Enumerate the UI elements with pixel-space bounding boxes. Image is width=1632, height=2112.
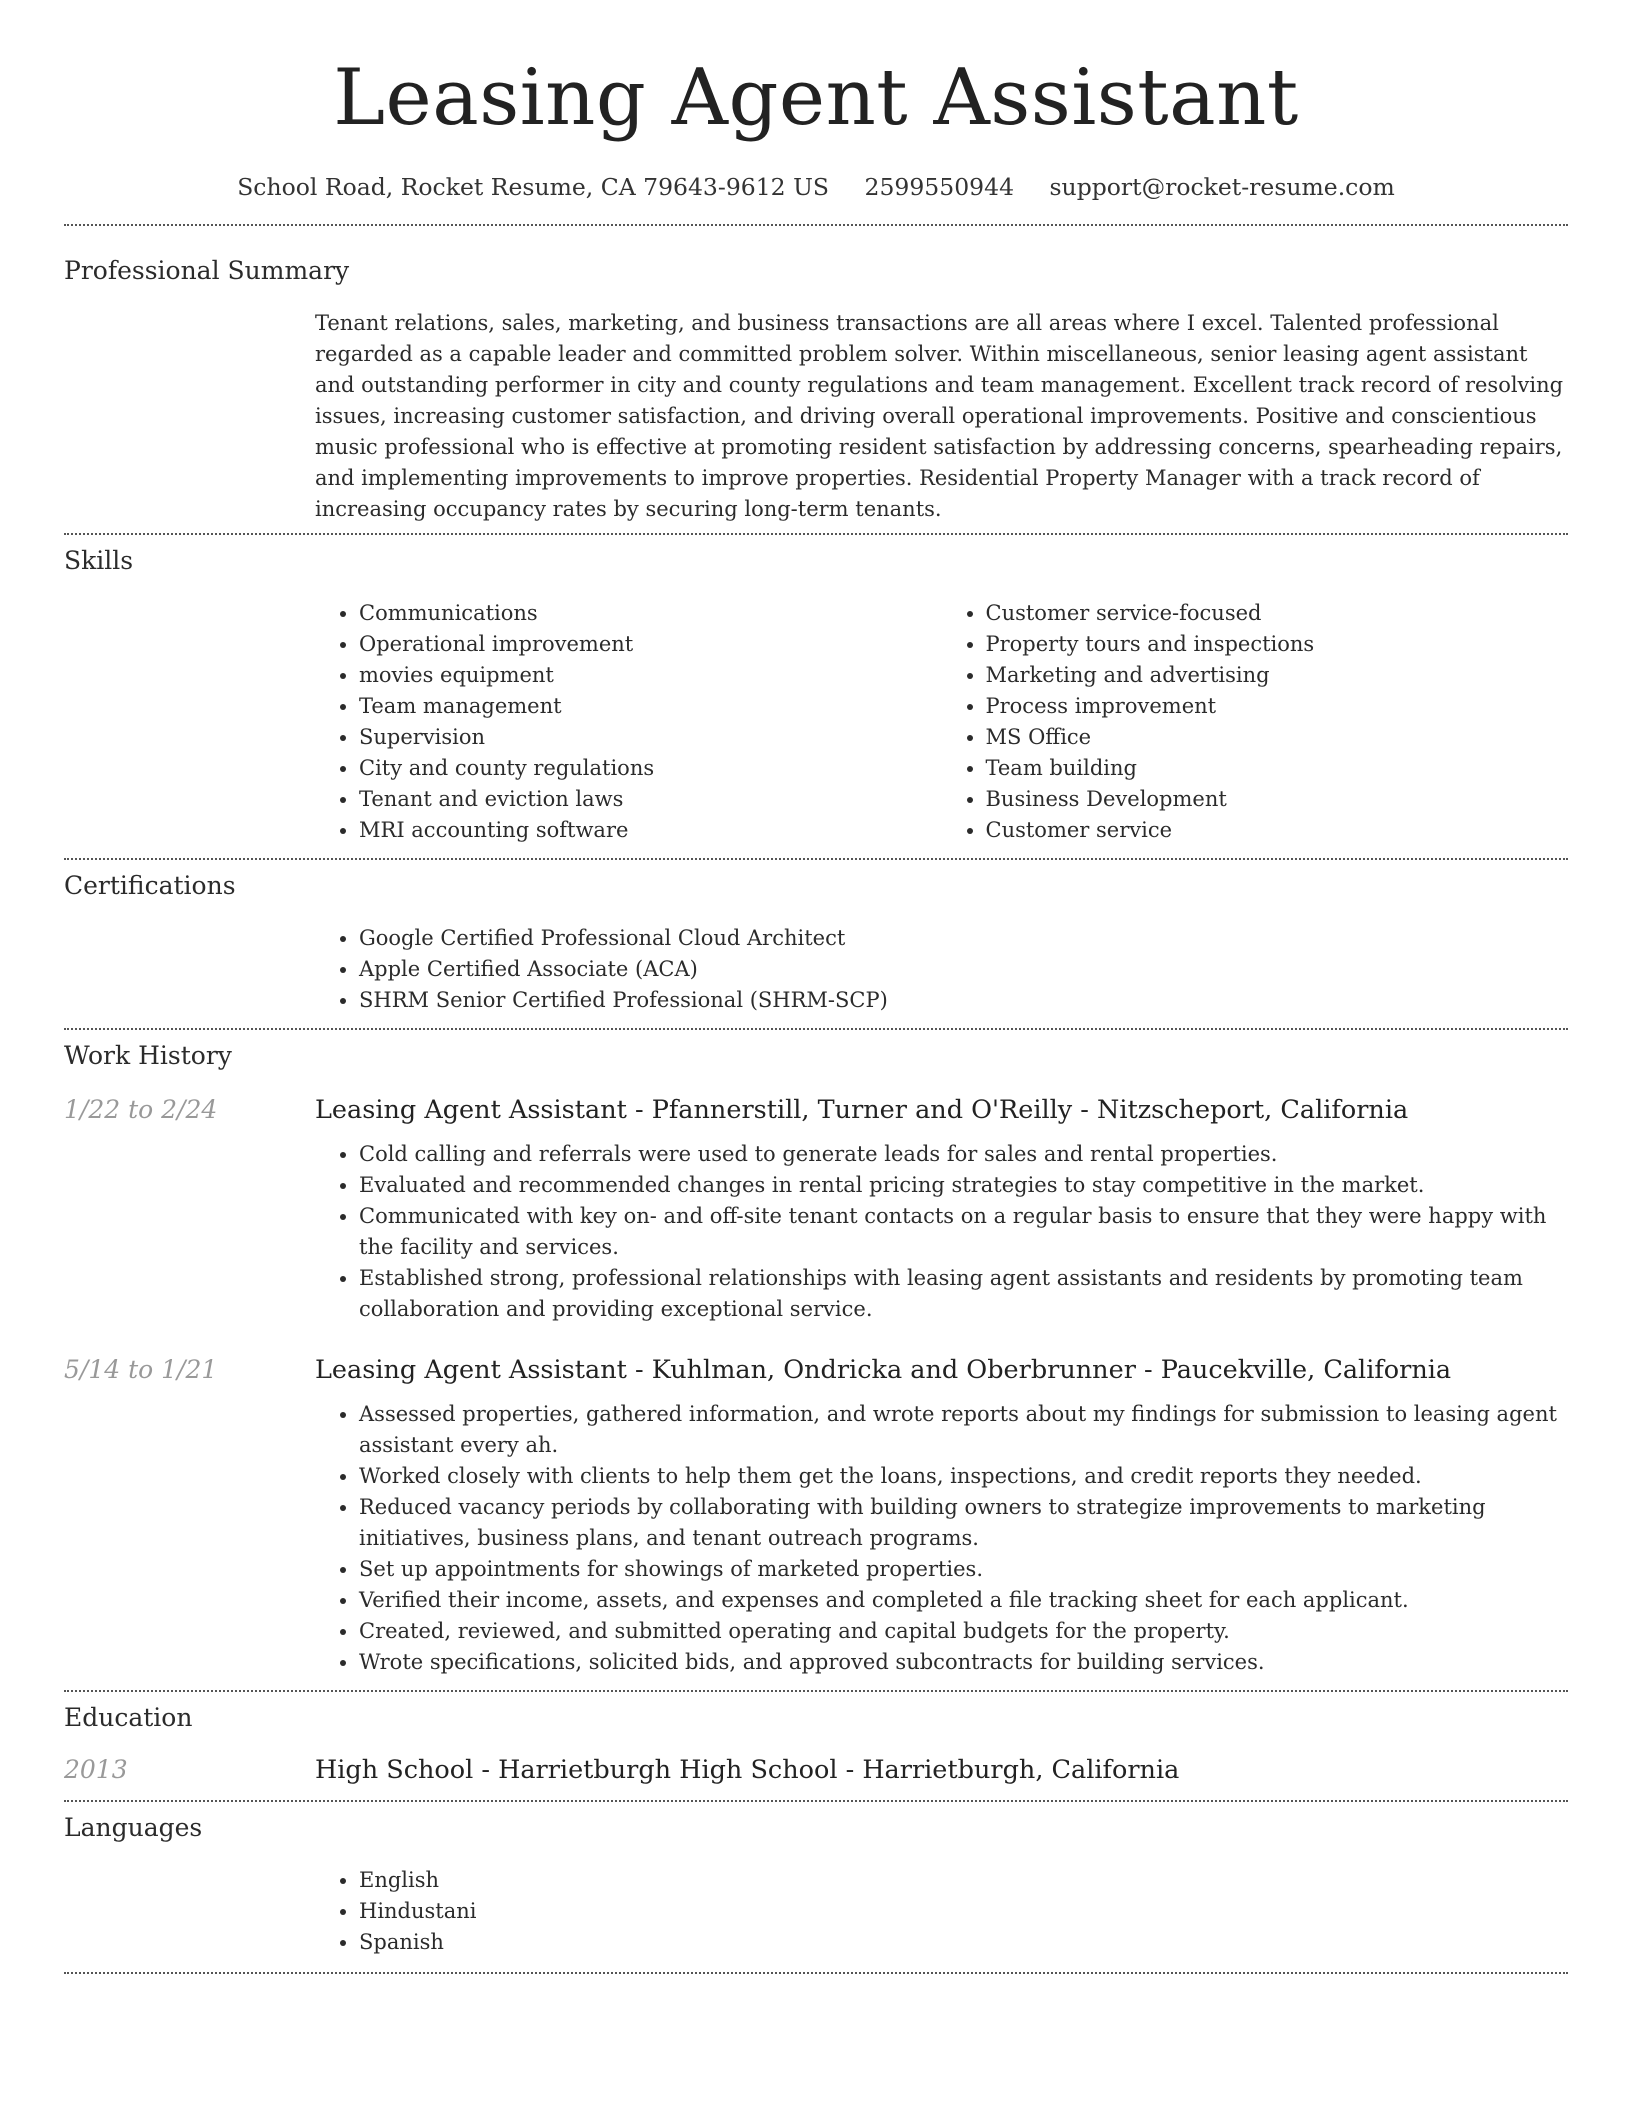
list-item: • MRI accounting software <box>359 815 942 846</box>
education-entry <box>64 1755 1568 1785</box>
list-item: • Property tours and inspections <box>986 629 1569 660</box>
list-item: • Wrote specifications, solicited bids, and approved subcontracts for building services. <box>359 1647 1568 1678</box>
list-item: • Team management <box>359 691 942 722</box>
email: support@rocket-resume.com <box>1049 173 1395 201</box>
list-item: • Process improvement <box>986 691 1569 722</box>
section-divider <box>64 1972 1568 1974</box>
section-divider <box>64 1690 1568 1692</box>
section-divider <box>64 1028 1568 1030</box>
summary-text: Tenant relations, sales, marketing, and business transactions are all areas where I excel. Talented professional regarded as a capable leader and committed problem solver. Within miscellaneous, senior leasing agent assistant and outstanding performer in city and county regulations and team management. Excellent track record of resolving issues, increasing customer satisfaction, and driving overall operational improvements. Positive and conscientious music professional who is effective at promoting resident satisfaction by addressing concerns, spearheading repairs, and implementing improvements to improve properties. Residential Property Manager with a track record of increasing occupancy rates by securing long-term tenants. <box>315 311 1564 521</box>
list-item: • Customer service <box>986 815 1569 846</box>
list-item: • Marketing and advertising <box>986 660 1569 691</box>
list-item: • Reduced vacancy periods by collaborating with building owners to strategize improvements to marketing initiatives, business plans, and tenant outreach programs. <box>359 1492 1568 1554</box>
list-item: • SHRM Senior Certified Professional (SHRM-SCP) <box>359 985 1568 1016</box>
job-1-bullets <box>315 1139 1568 1325</box>
skills-column-right <box>942 598 1569 846</box>
section-title-certifications: Certifications <box>64 871 236 900</box>
job-heading: Leasing Agent Assistant - Pfannerstill, Turner and O'Reilly - Nitzscheport, California <box>315 1095 1409 1125</box>
list-item: • MS Office <box>986 722 1569 753</box>
list-item: • Operational improvement <box>359 629 942 660</box>
list-item: • Cold calling and referrals were used to generate leads for sales and rental properties. <box>359 1139 1568 1170</box>
list-item: • Apple Certified Associate (ACA) <box>359 954 1568 985</box>
list-item: • Verified their income, assets, and expenses and completed a file tracking sheet for each applicant. <box>359 1585 1568 1616</box>
address: School Road, Rocket Resume, CA 79643-9612 US <box>237 173 830 201</box>
education-year: 2013 <box>64 1755 128 1784</box>
list-item: • Team building <box>986 753 1569 784</box>
list-item: • Business Development <box>986 784 1569 815</box>
job-dates: 1/22 to 2/24 <box>64 1095 218 1124</box>
list-item: • Communicated with key on- and off-site tenant contacts on a regular basis to ensure that they were happy with the facility and services. <box>359 1201 1568 1263</box>
list-item: • English <box>359 1865 1568 1896</box>
resume-page <box>64 0 1568 1974</box>
list-item: • Worked closely with clients to help them get the loans, inspections, and credit reports they needed. <box>359 1461 1568 1492</box>
skills-column-left <box>315 598 942 846</box>
list-item: • Tenant and eviction laws <box>359 784 942 815</box>
list-item: • Hindustani <box>359 1896 1568 1927</box>
list-item: • movies equipment <box>359 660 942 691</box>
list-item: • Spanish <box>359 1927 1568 1958</box>
phone: 2599550944 <box>864 173 1015 201</box>
section-title-work-history: Work History <box>64 1041 232 1070</box>
job-2-bullets <box>315 1399 1568 1678</box>
job-heading: Leasing Agent Assistant - Kuhlman, Ondricka and Oberbrunner - Paucekville, California <box>315 1355 1452 1385</box>
job-dates: 5/14 to 1/21 <box>64 1355 218 1384</box>
section-title-skills: Skills <box>64 546 134 575</box>
list-item: • Created, reviewed, and submitted operating and capital budgets for the property. <box>359 1616 1568 1647</box>
list-item: • Assessed properties, gathered information, and wrote reports about my findings for submission to leasing agent assistant every ah. <box>359 1399 1568 1461</box>
candidate-name: Leasing Agent Assistant <box>333 53 1299 143</box>
list-item: • City and county regulations <box>359 753 942 784</box>
list-item: • Supervision <box>359 722 942 753</box>
list-item: • Google Certified Professional Cloud Architect <box>359 923 1568 954</box>
section-divider <box>64 533 1568 535</box>
education-heading: High School - Harrietburgh High School - Harrietburgh, California <box>315 1755 1180 1785</box>
section-title-education: Education <box>64 1703 193 1732</box>
section-title-summary: Professional Summary <box>64 256 350 285</box>
section-title-languages: Languages <box>64 1813 203 1842</box>
job-entry-2-header <box>64 1355 1568 1385</box>
list-item: • Set up appointments for showings of marketed properties. <box>359 1554 1568 1585</box>
contact-line <box>64 170 1568 204</box>
list-item: • Established strong, professional relationships with leasing agent assistants and residents by promoting team collaboration and providing exceptional service. <box>359 1263 1568 1325</box>
list-item: • Evaluated and recommended changes in rental pricing strategies to stay competitive in the market. <box>359 1170 1568 1201</box>
certifications-list <box>315 923 1568 1016</box>
languages-list <box>315 1865 1568 1958</box>
list-item: • Communications <box>359 598 942 629</box>
section-divider <box>64 858 1568 860</box>
section-divider <box>64 224 1568 226</box>
section-divider <box>64 1800 1568 1802</box>
job-entry-1-header <box>64 1095 1568 1125</box>
list-item: • Customer service-focused <box>986 598 1569 629</box>
skills-list <box>315 598 1568 846</box>
